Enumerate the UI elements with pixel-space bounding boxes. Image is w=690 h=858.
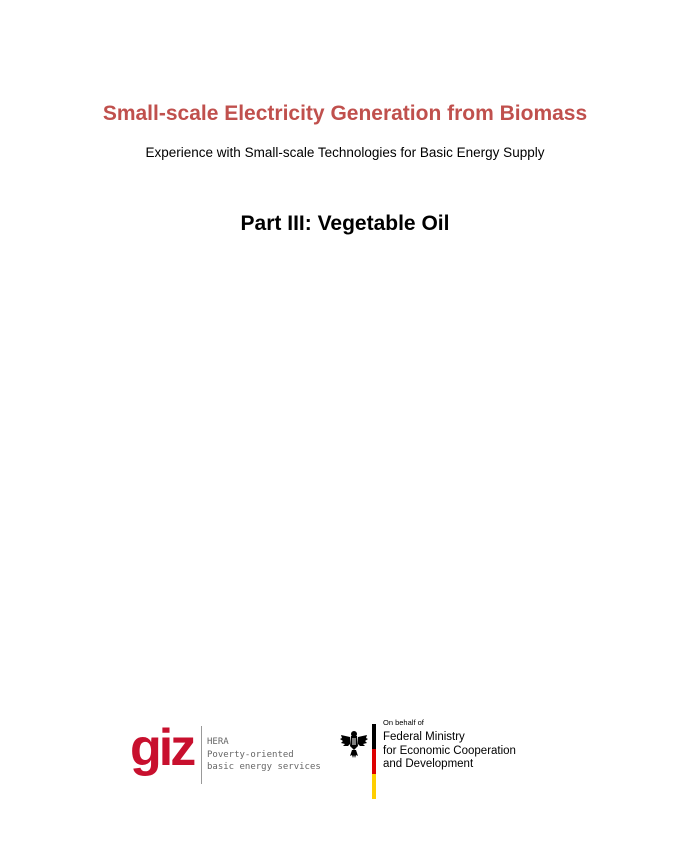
german-flag-bar xyxy=(372,724,376,799)
flag-gold-stripe xyxy=(372,774,376,799)
hera-line2: basic energy services xyxy=(207,762,321,772)
flag-red-stripe xyxy=(372,749,376,774)
bmz-on-behalf: On behalf of xyxy=(383,718,424,727)
bmz-text-block xyxy=(383,718,516,772)
giz-divider xyxy=(201,726,202,784)
document-subtitle: Experience with Small-scale Technologies for Basic Energy Supply xyxy=(145,145,545,160)
hera-line1: Poverty-oriented xyxy=(207,749,294,760)
document-title: Small-scale Electricity Generation from Biomass xyxy=(102,102,588,125)
part-heading: Part III: Vegetable Oil xyxy=(240,212,450,235)
federal-eagle-icon xyxy=(340,728,368,760)
hera-text-block xyxy=(207,736,321,774)
giz-logo: giz xyxy=(130,719,194,777)
hera-label: HERA xyxy=(207,737,229,747)
bmz-line1: Federal Ministry xyxy=(383,731,465,743)
bmz-line2: for Economic Cooperation xyxy=(383,744,516,757)
bmz-line3: and Development xyxy=(383,758,474,770)
flag-black-stripe xyxy=(372,724,376,749)
